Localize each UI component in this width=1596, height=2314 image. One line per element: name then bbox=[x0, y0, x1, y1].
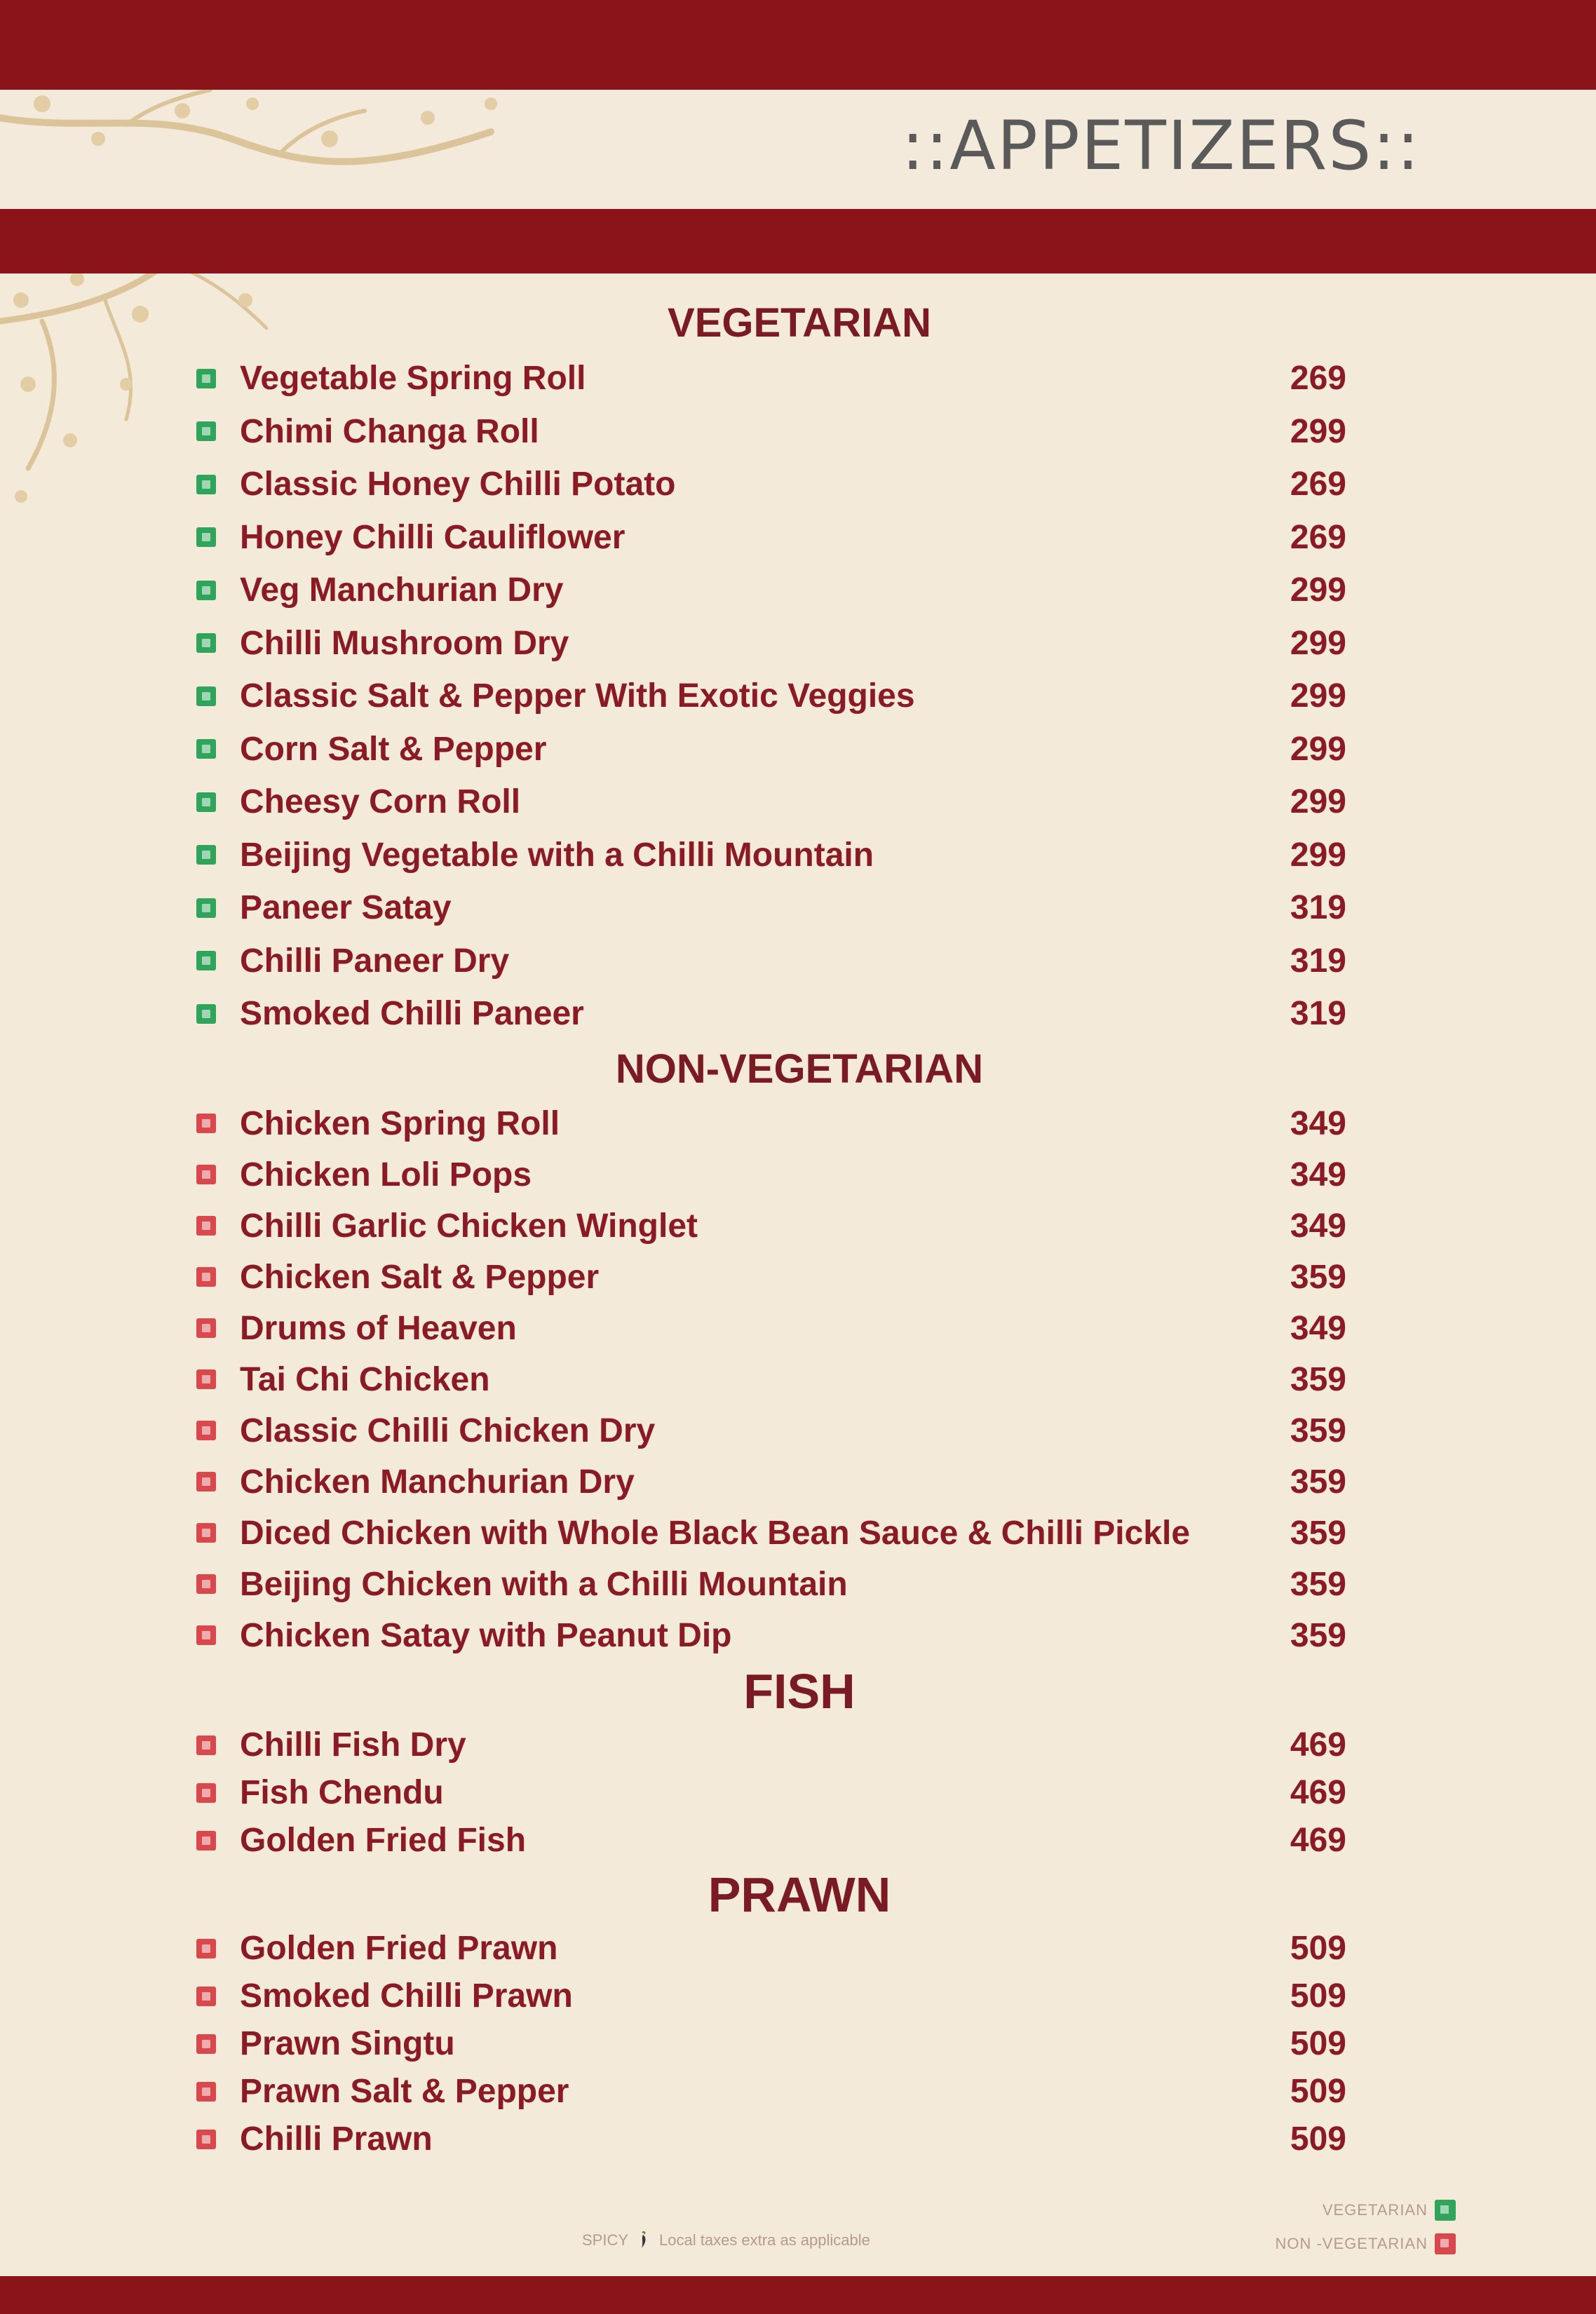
item-name: Chilli Paneer Dry bbox=[240, 942, 510, 980]
legend-label: VEGETARIAN bbox=[1322, 2201, 1428, 2219]
menu-item bbox=[196, 829, 1402, 882]
nonveg-marker-icon bbox=[196, 1318, 216, 1338]
menu-item bbox=[196, 1405, 1402, 1456]
item-name: Classic Chilli Chicken Dry bbox=[240, 1412, 656, 1449]
item-name: Prawn Singtu bbox=[240, 2025, 455, 2062]
item-price: 469 bbox=[1290, 1774, 1346, 1811]
item-name: Chilli Prawn bbox=[240, 2120, 433, 2158]
spicy-label: SPICY bbox=[582, 2231, 629, 2249]
item-price: 299 bbox=[1290, 677, 1346, 715]
item-price: 509 bbox=[1290, 2025, 1346, 2062]
legend-label: NON -VEGETARIAN bbox=[1275, 2235, 1428, 2252]
item-name: Honey Chilli Cauliflower bbox=[240, 518, 625, 556]
veg-marker-icon bbox=[196, 581, 216, 600]
veg-marker-icon bbox=[196, 475, 216, 494]
menu-item bbox=[196, 352, 1402, 405]
nonveg-marker-icon bbox=[196, 1939, 216, 1958]
taxes-note: Local taxes extra as applicable bbox=[659, 2231, 870, 2249]
nonveg-marker-icon bbox=[196, 1267, 216, 1287]
menu-item bbox=[196, 670, 1402, 723]
item-price: 359 bbox=[1290, 1412, 1346, 1449]
item-name: Smoked Chilli Paneer bbox=[240, 995, 584, 1033]
page-title: ::APPETIZERS:: bbox=[901, 107, 1421, 185]
veg-marker-icon bbox=[196, 951, 216, 970]
item-price: 509 bbox=[1290, 2120, 1346, 2158]
menu-item bbox=[196, 1925, 1402, 1973]
menu-item bbox=[196, 1973, 1402, 2020]
nonveg-marker-icon bbox=[196, 1831, 216, 1850]
menu-item bbox=[196, 1354, 1402, 1405]
item-price: 299 bbox=[1290, 412, 1346, 450]
section-heading-non-vegetarian: NON-VEGETARIAN bbox=[615, 1046, 984, 1092]
legend-non-vegetarian bbox=[1275, 2227, 1456, 2261]
item-price: 299 bbox=[1290, 836, 1346, 874]
nonveg-marker-icon bbox=[196, 1165, 216, 1184]
item-price: 299 bbox=[1290, 783, 1346, 821]
menu-item bbox=[196, 1200, 1402, 1252]
nonveg-marker-icon bbox=[196, 1421, 216, 1440]
item-price: 349 bbox=[1290, 1104, 1346, 1142]
vegetarian-list bbox=[196, 352, 1402, 1041]
item-price: 269 bbox=[1290, 466, 1346, 503]
nonveg-marker-icon bbox=[196, 2034, 216, 2054]
item-name: Chilli Fish Dry bbox=[240, 1726, 466, 1764]
item-name: Golden Fried Prawn bbox=[240, 1930, 558, 1967]
item-name: Diced Chicken with Whole Black Bean Sauce & Chilli Pickle bbox=[240, 1514, 1191, 1552]
menu-item bbox=[196, 1149, 1402, 1200]
menu-item bbox=[196, 1508, 1402, 1559]
legend bbox=[1275, 2193, 1456, 2261]
item-name: Beijing Vegetable with a Chilli Mountain bbox=[240, 836, 874, 874]
item-price: 269 bbox=[1290, 360, 1346, 398]
nonveg-marker-icon bbox=[196, 1987, 216, 2006]
chilli-icon bbox=[638, 2231, 649, 2249]
item-price: 319 bbox=[1290, 889, 1346, 927]
legend-vegetarian bbox=[1275, 2193, 1456, 2227]
item-name: Golden Fried Fish bbox=[240, 1822, 527, 1859]
menu-item bbox=[196, 935, 1402, 988]
menu-item bbox=[196, 1610, 1402, 1661]
menu-item bbox=[196, 723, 1402, 776]
menu-item bbox=[196, 2068, 1402, 2116]
menu-item bbox=[196, 2020, 1402, 2068]
item-name: Paneer Satay bbox=[240, 889, 452, 927]
item-price: 359 bbox=[1290, 1463, 1346, 1501]
item-price: 359 bbox=[1290, 1616, 1346, 1654]
nonveg-marker-icon bbox=[196, 1114, 216, 1133]
nonveg-marker-icon bbox=[196, 1625, 216, 1645]
item-name: Tai Chi Chicken bbox=[240, 1360, 490, 1398]
menu-item bbox=[196, 1303, 1402, 1354]
item-name: Veg Manchurian Dry bbox=[240, 571, 564, 609]
item-name: Chicken Satay with Peanut Dip bbox=[240, 1616, 732, 1654]
menu-item bbox=[196, 881, 1402, 935]
nonveg-marker-icon bbox=[196, 1472, 216, 1491]
item-name: Fish Chendu bbox=[240, 1774, 444, 1811]
menu-item bbox=[196, 405, 1402, 459]
nonveg-marker-icon bbox=[196, 1369, 216, 1389]
veg-marker-icon bbox=[196, 845, 216, 865]
nonveg-marker-icon bbox=[196, 1216, 216, 1236]
nonveg-marker-icon bbox=[196, 2130, 216, 2149]
item-price: 299 bbox=[1290, 730, 1346, 768]
menu-item bbox=[196, 1456, 1402, 1508]
item-name: Chilli Garlic Chicken Winglet bbox=[240, 1207, 698, 1245]
item-name: Chilli Mushroom Dry bbox=[240, 624, 569, 662]
menu-item bbox=[196, 1098, 1402, 1149]
item-name: Corn Salt & Pepper bbox=[240, 730, 547, 768]
item-price: 509 bbox=[1290, 2073, 1346, 2110]
nonveg-marker-icon bbox=[196, 1574, 216, 1594]
veg-marker-icon bbox=[196, 421, 216, 441]
item-price: 319 bbox=[1290, 942, 1346, 980]
footnote bbox=[582, 2231, 870, 2249]
nonveg-marker-icon bbox=[196, 1523, 216, 1543]
item-price: 509 bbox=[1290, 1930, 1346, 1967]
section-heading-prawn: PRAWN bbox=[708, 1867, 891, 1922]
item-name: Classic Salt & Pepper With Exotic Veggies bbox=[240, 677, 915, 715]
item-name: Vegetable Spring Roll bbox=[240, 360, 586, 398]
veg-marker-icon bbox=[196, 1004, 216, 1024]
veg-marker-icon bbox=[196, 633, 216, 653]
veg-marker-icon bbox=[196, 527, 216, 547]
menu-item bbox=[196, 1721, 1402, 1769]
nonveg-marker-icon bbox=[196, 2082, 216, 2102]
footer-band bbox=[0, 2276, 1596, 2314]
item-price: 469 bbox=[1290, 1726, 1346, 1764]
menu-item bbox=[196, 1817, 1402, 1865]
non-vegetarian-list bbox=[196, 1098, 1402, 1661]
menu-item bbox=[196, 1769, 1402, 1817]
menu bbox=[196, 295, 1402, 2163]
item-price: 299 bbox=[1290, 624, 1346, 662]
item-price: 269 bbox=[1290, 518, 1346, 556]
menu-item bbox=[196, 776, 1402, 829]
veg-marker-icon bbox=[196, 792, 216, 812]
fish-list bbox=[196, 1721, 1402, 1865]
item-name: Chimi Changa Roll bbox=[240, 412, 539, 450]
item-price: 359 bbox=[1290, 1360, 1346, 1398]
item-price: 349 bbox=[1290, 1207, 1346, 1245]
nonveg-marker-icon bbox=[1435, 2233, 1456, 2254]
item-price: 319 bbox=[1290, 995, 1346, 1033]
prawn-list bbox=[196, 1925, 1402, 2163]
title-underline-band bbox=[0, 209, 1596, 273]
item-price: 359 bbox=[1290, 1565, 1346, 1603]
item-name: Chicken Loli Pops bbox=[240, 1156, 532, 1193]
item-name: Chicken Manchurian Dry bbox=[240, 1463, 635, 1501]
menu-item bbox=[196, 511, 1402, 564]
item-name: Beijing Chicken with a Chilli Mountain bbox=[240, 1565, 848, 1603]
item-name: Cheesy Corn Roll bbox=[240, 783, 521, 821]
item-name: Classic Honey Chilli Potato bbox=[240, 466, 676, 503]
item-price: 299 bbox=[1290, 571, 1346, 609]
section-heading-fish: FISH bbox=[743, 1663, 856, 1719]
menu-item bbox=[196, 458, 1402, 511]
nonveg-marker-icon bbox=[196, 1783, 216, 1803]
veg-marker-icon bbox=[196, 686, 216, 706]
item-name: Chicken Spring Roll bbox=[240, 1104, 560, 1142]
item-price: 469 bbox=[1290, 1822, 1346, 1859]
menu-item bbox=[196, 617, 1402, 670]
item-price: 349 bbox=[1290, 1156, 1346, 1193]
nonveg-marker-icon bbox=[196, 1736, 216, 1755]
header-band bbox=[0, 0, 1596, 90]
item-name: Chicken Salt & Pepper bbox=[240, 1258, 600, 1296]
item-name: Drums of Heaven bbox=[240, 1309, 517, 1347]
item-price: 359 bbox=[1290, 1258, 1346, 1296]
veg-marker-icon bbox=[196, 369, 216, 388]
menu-item bbox=[196, 2116, 1402, 2163]
veg-marker-icon bbox=[196, 739, 216, 759]
item-name: Smoked Chilli Prawn bbox=[240, 1977, 573, 2015]
item-price: 509 bbox=[1290, 1977, 1346, 2015]
item-price: 349 bbox=[1290, 1309, 1346, 1347]
menu-item bbox=[196, 987, 1402, 1041]
veg-marker-icon bbox=[196, 898, 216, 918]
section-heading-vegetarian: VEGETARIAN bbox=[668, 300, 931, 346]
menu-item bbox=[196, 564, 1402, 617]
item-price: 359 bbox=[1290, 1514, 1346, 1552]
item-name: Prawn Salt & Pepper bbox=[240, 2073, 569, 2110]
veg-marker-icon bbox=[1435, 2200, 1456, 2221]
menu-item bbox=[196, 1252, 1402, 1303]
menu-item bbox=[196, 1559, 1402, 1610]
